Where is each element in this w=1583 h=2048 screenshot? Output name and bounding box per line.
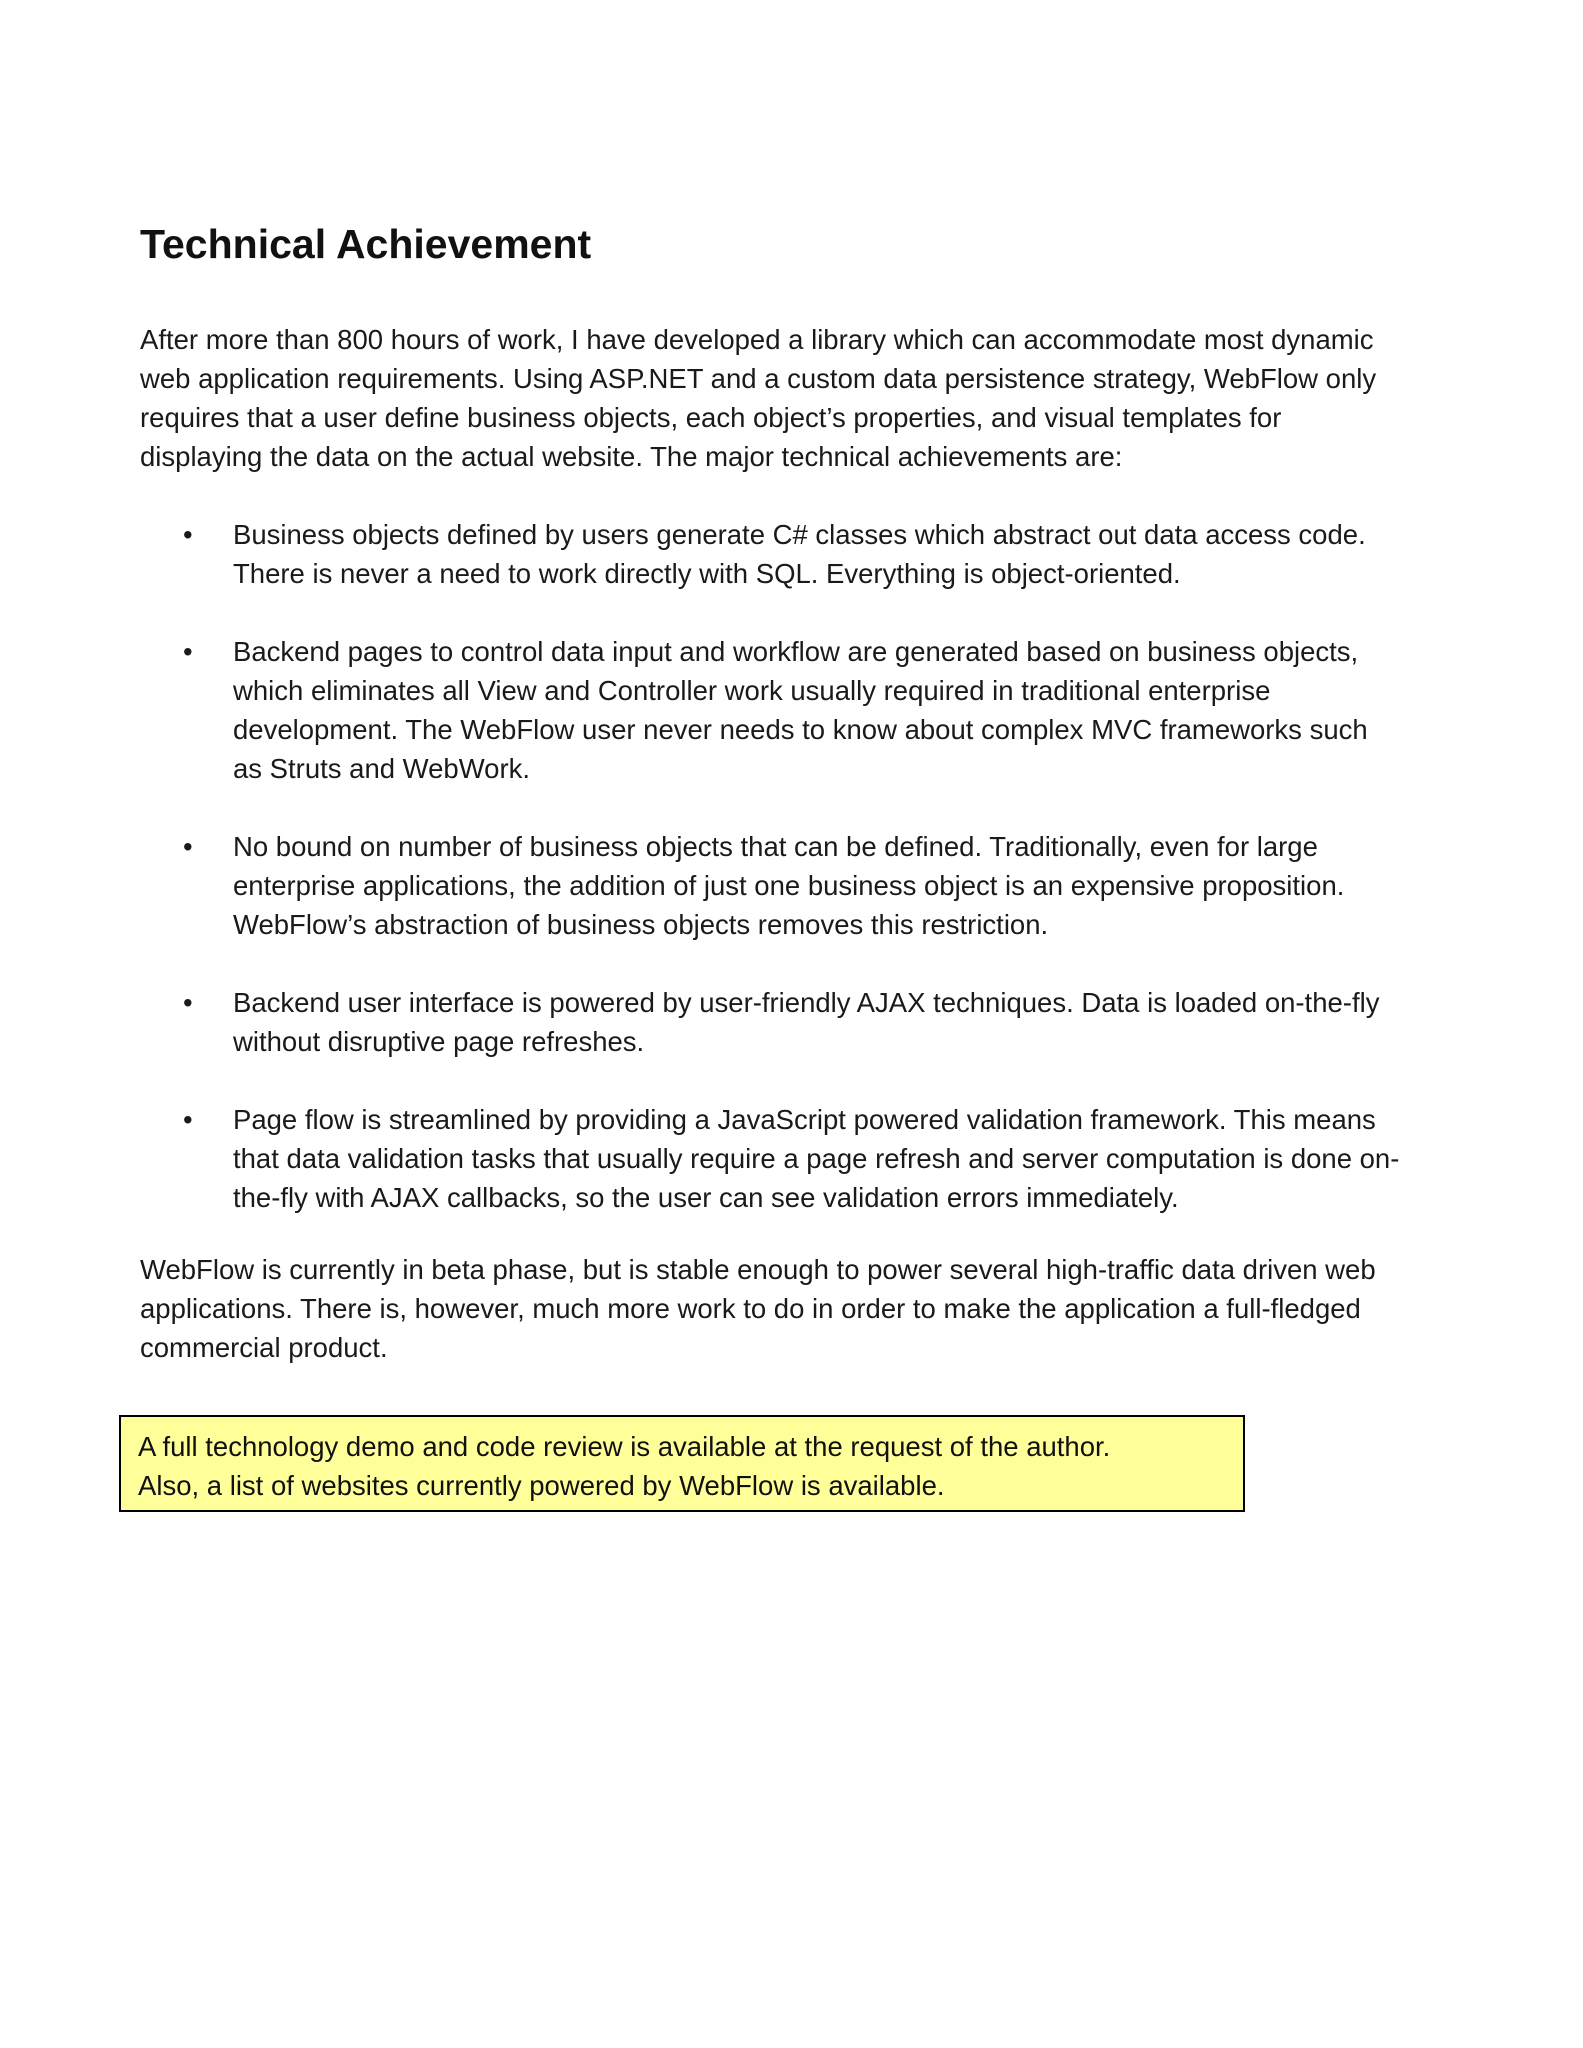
list-item-line: the-fly with AJAX callbacks, so the user can see validation errors immediately.	[233, 1182, 1179, 1213]
note-line: A full technology demo and code review is available at the request of the author.	[138, 1431, 1111, 1462]
list-item-line: development. The WebFlow user never needs to know about complex MVC frameworks such	[233, 714, 1368, 745]
note-line: Also, a list of websites currently powered by WebFlow is available.	[138, 1470, 945, 1501]
list-item-line: There is never a need to work directly with SQL. Everything is object-oriented.	[233, 558, 1181, 589]
intro-line: requires that a user define business objects, each object’s properties, and visual templates for	[140, 402, 1282, 433]
list-item-line: that data validation tasks that usually require a page refresh and server computation is done on-	[233, 1143, 1400, 1174]
list-item-line: as Struts and WebWork.	[233, 753, 531, 784]
list-item-line: which eliminates all View and Controller work usually required in traditional enterprise	[233, 675, 1271, 706]
highlighted-note-box	[119, 1415, 1245, 1512]
achievements-list	[0, 515, 1583, 1256]
list-item	[0, 515, 1583, 593]
list-item-line: Page flow is streamlined by providing a JavaScript powered validation framework. This means	[233, 1104, 1376, 1135]
intro-line: displaying the data on the actual website. The major technical achievements are:	[140, 441, 1123, 472]
bullet-icon: •	[183, 1104, 193, 1135]
list-item-line: without disruptive page refreshes.	[233, 1026, 645, 1057]
closing-line: commercial product.	[140, 1332, 388, 1363]
list-item-line: Business objects defined by users generate C# classes which abstract out data access code.	[233, 519, 1366, 550]
list-item-text	[233, 1100, 1583, 1217]
intro-line: After more than 800 hours of work, I have developed a library which can accommodate most dynamic	[140, 324, 1374, 355]
intro-line: web application requirements. Using ASP.NET and a custom data persistence strategy, WebFlow only	[140, 363, 1377, 394]
list-item-text	[233, 983, 1583, 1061]
list-item	[0, 827, 1583, 944]
bullet-icon: •	[183, 831, 193, 862]
list-item-text	[233, 827, 1583, 944]
list-item-line: No bound on number of business objects that can be defined. Traditionally, even for large	[233, 831, 1318, 862]
intro-paragraph	[140, 320, 1460, 476]
bullet-icon: •	[183, 987, 193, 1018]
closing-paragraph	[140, 1250, 1460, 1367]
list-item-line: WebFlow’s abstraction of business objects removes this restriction.	[233, 909, 1049, 940]
list-item-line: Backend user interface is powered by user-friendly AJAX techniques. Data is loaded on-the-fly	[233, 987, 1380, 1018]
list-item-text	[233, 515, 1583, 593]
bullet-icon: •	[183, 519, 193, 550]
list-item-line: enterprise applications, the addition of just one business object is an expensive proposition.	[233, 870, 1345, 901]
list-item	[0, 632, 1583, 788]
list-item-line: Backend pages to control data input and workflow are generated based on business objects,	[233, 636, 1359, 667]
page-title: Technical Achievement	[140, 221, 592, 267]
list-item	[0, 1100, 1583, 1217]
closing-line: applications. There is, however, much more work to do in order to make the application a full-fledged	[140, 1293, 1361, 1324]
list-item	[0, 983, 1583, 1061]
list-item-text	[233, 632, 1583, 788]
bullet-icon: •	[183, 636, 193, 667]
closing-line: WebFlow is currently in beta phase, but is stable enough to power several high-traffic data driven web	[140, 1254, 1376, 1285]
